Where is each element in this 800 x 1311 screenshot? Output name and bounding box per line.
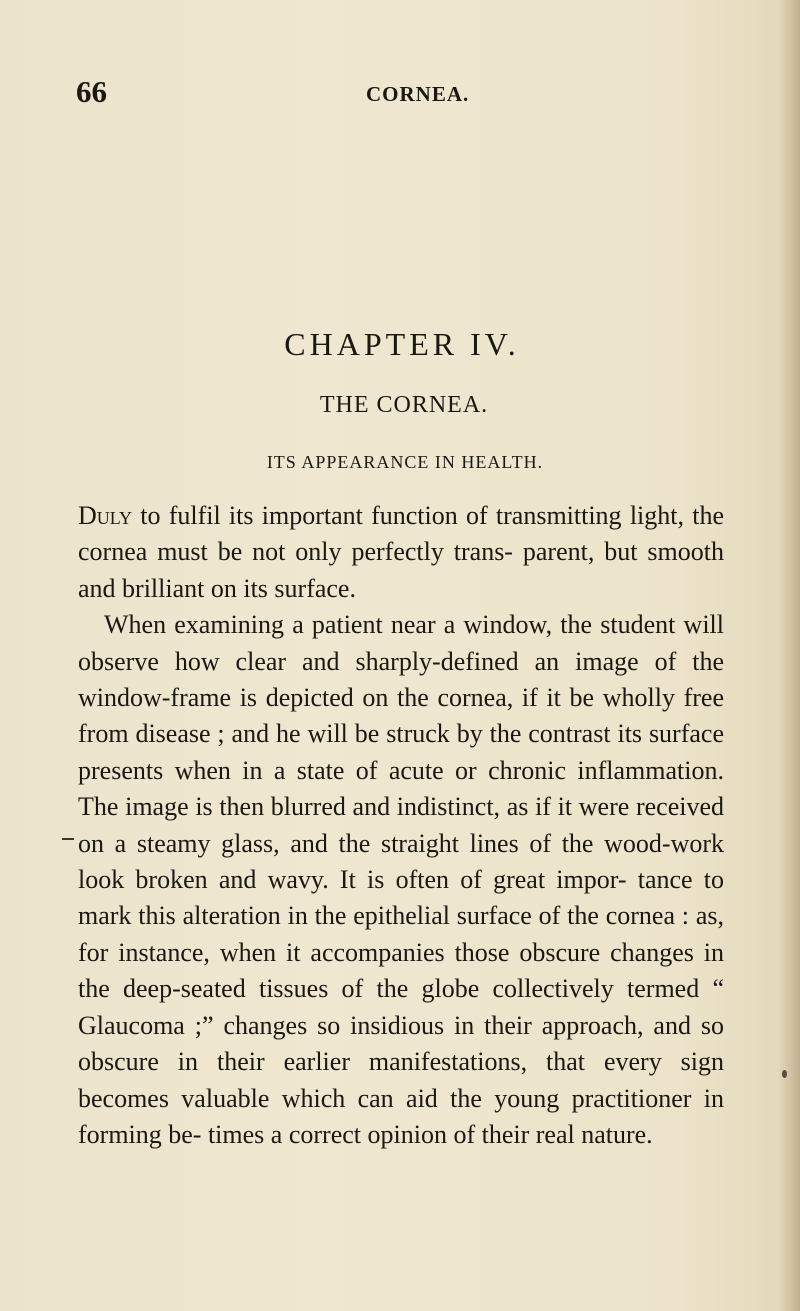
- paragraph-2: When examining a patient near a window, the student will observe how clear and sharply-defined an image of the window-frame is depicted on the cornea, if it be wholly free from disease ; and he will be struck by the contrast its surface presents when in a state of acute or chronic inflammation. The image is then blurred and indistinct, as if it were received on a steamy glass, and the straight lines of the wood-work look broken and wavy. It is often of great impor- tance to mark this alteration in the epithelial surface of the cornea : as, for instance, when it accompanies those obscure changes in the deep-seated tissues of the globe collectively termed “ Glaucoma ;” changes so insidious in their approach, and so obscure in their earlier manifestations, that every sign becomes valuable which can aid the young practitioner in forming be- times a correct opinion of their real nature.: [78, 610, 724, 1149]
- paragraph-1-text: to fulfil its important function of transmitting light, the cornea must be not only perfectly trans- parent, but smooth and brilliant on its surface.: [78, 501, 724, 603]
- page-edge-shadow: [778, 0, 800, 1311]
- ink-speck: [782, 1070, 787, 1078]
- paragraph-1: [78, 498, 724, 607]
- opening-word: Duly: [78, 501, 132, 530]
- body-text: [78, 498, 724, 1153]
- subsection-title: ITS APPEARANCE IN HEALTH.: [266, 452, 544, 472]
- chapter-heading: CHAPTER IV.: [284, 326, 520, 362]
- page-number: 66: [76, 74, 107, 109]
- section-title: THE CORNEA.: [319, 392, 489, 418]
- margin-mark: [62, 838, 74, 840]
- running-title: CORNEA.: [366, 82, 470, 106]
- running-head: [76, 74, 726, 114]
